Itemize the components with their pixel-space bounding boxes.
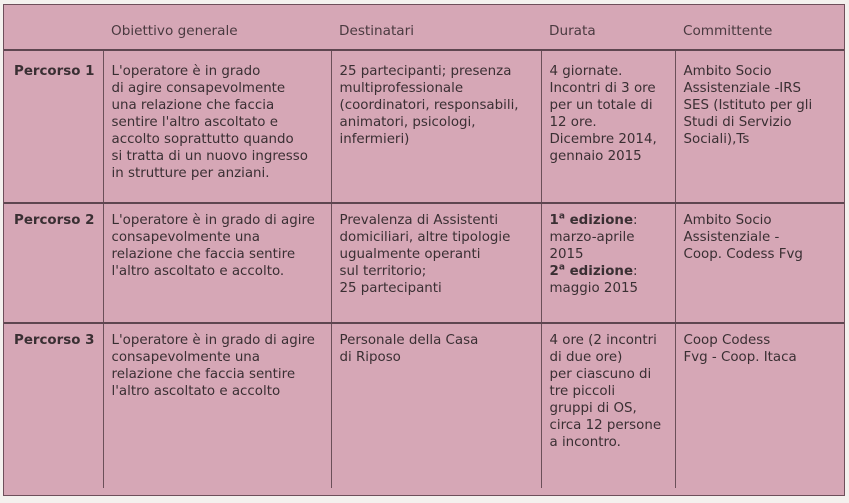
edition-digit: 1 xyxy=(549,213,559,228)
text-line: per un totale di xyxy=(549,98,653,113)
text-line: sul territorio; xyxy=(339,264,427,279)
text-line: a incontro. xyxy=(549,435,621,450)
cell-committente xyxy=(675,50,845,203)
ordinal-sup: a xyxy=(558,262,565,273)
edition-word: edizione xyxy=(564,213,634,228)
text-line: una relazione che faccia xyxy=(111,98,275,113)
row-label: Percorso 1 xyxy=(4,50,103,203)
header-obiettivo: Obiettivo generale xyxy=(111,23,238,39)
text-line: gennaio 2015 xyxy=(549,149,642,164)
text-line: domiciliari, altre tipologie xyxy=(339,230,511,245)
text-line: Fvg - Coop. Itaca xyxy=(683,350,797,365)
ordinal-sup: a xyxy=(558,211,565,222)
text-line: 4 giornate. xyxy=(549,64,623,79)
table-page xyxy=(3,4,845,496)
header-row xyxy=(4,5,845,50)
text-line: per ciascuno di xyxy=(549,367,652,382)
text-line: marzo-aprile xyxy=(549,230,635,245)
text-line: sentire l'altro ascoltato e xyxy=(111,115,278,130)
text-line: relazione che faccia sentire xyxy=(111,247,296,262)
text-line: tre piccoli xyxy=(549,384,616,399)
text-line: Assistenziale -IRS xyxy=(683,81,802,96)
text-line: SES (Istituto per gli xyxy=(683,98,813,113)
text-line: circa 12 persone xyxy=(549,418,662,433)
text-line: Dicembre 2014, xyxy=(549,132,657,147)
edition-word: edizione xyxy=(564,264,634,279)
text-line: di agire consapevolmente xyxy=(111,81,286,96)
row-label: Percorso 3 xyxy=(4,323,103,488)
text-line: di due ore) xyxy=(549,350,623,365)
edition-digit: 2 xyxy=(549,264,559,279)
text-line: multiprofessionale xyxy=(339,81,464,96)
cell-destinatari xyxy=(331,50,541,203)
header-committente: Committente xyxy=(683,23,773,39)
cell-durata xyxy=(541,323,675,488)
header-durata: Durata xyxy=(549,23,596,39)
cell-durata xyxy=(541,50,675,203)
text-line: l'altro ascoltato e accolto. xyxy=(111,264,285,279)
cell-obiettivo xyxy=(103,203,331,323)
cell-committente xyxy=(675,323,845,488)
text-line: infermieri) xyxy=(339,132,410,147)
text-line: accolto soprattutto quando xyxy=(111,132,294,147)
row-label: Percorso 2 xyxy=(4,203,103,323)
text-line: 25 partecipanti xyxy=(339,281,442,296)
text-line: Assistenziale - xyxy=(683,230,780,245)
text-line: Ambito Socio xyxy=(683,64,772,79)
text-line: 25 partecipanti; presenza xyxy=(339,64,512,79)
text-line: consapevolmente una xyxy=(111,350,260,365)
cell-obiettivo xyxy=(103,50,331,203)
cell-destinatari xyxy=(331,323,541,488)
text-line: Sociali),Ts xyxy=(683,132,750,147)
text-line: L'operatore è in grado di agire xyxy=(111,213,315,228)
text-line: 2015 xyxy=(549,247,584,262)
edition-1-heading xyxy=(550,212,669,229)
table-row xyxy=(4,323,845,488)
table-row xyxy=(4,203,845,323)
cell-destinatari xyxy=(331,203,541,323)
text-line: L'operatore è in grado di agire xyxy=(111,333,315,348)
header-destinatari: Destinatari xyxy=(339,23,414,39)
text-line: si tratta di un nuovo ingresso xyxy=(111,149,308,164)
text-line: 4 ore (2 incontri xyxy=(549,333,657,348)
text-line: Prevalenza di Assistenti xyxy=(339,213,499,228)
text-line: 12 ore. xyxy=(549,115,597,130)
text-line: ugualmente operanti xyxy=(339,247,481,262)
text-line: Coop. Codess Fvg xyxy=(683,247,803,262)
text-line: (coordinatori, responsabili, xyxy=(339,98,519,113)
course-table xyxy=(4,5,845,488)
text-line: in strutture per anziani. xyxy=(111,166,270,181)
edition-2-heading xyxy=(550,263,669,280)
header-blank xyxy=(4,5,103,50)
text-line: L'operatore è in grado xyxy=(111,64,261,79)
text-line: Studi di Servizio xyxy=(683,115,792,130)
text-line: animatori, psicologi, xyxy=(339,115,476,130)
text-line: di Riposo xyxy=(339,350,401,365)
text-line: Coop Codess xyxy=(683,333,771,348)
text-line: relazione che faccia sentire xyxy=(111,367,296,382)
text-line: Personale della Casa xyxy=(339,333,479,348)
text-line: gruppi di OS, xyxy=(549,401,637,416)
text-line: consapevolmente una xyxy=(111,230,260,245)
edition-number xyxy=(550,213,634,228)
cell-obiettivo xyxy=(103,323,331,488)
table-row xyxy=(4,50,845,203)
text-line: maggio 2015 xyxy=(549,281,638,296)
cell-durata xyxy=(541,203,675,323)
cell-committente xyxy=(675,203,845,323)
edition-colon: : xyxy=(633,213,638,228)
edition-number xyxy=(550,264,634,279)
text-line: Ambito Socio xyxy=(683,213,772,228)
edition-colon: : xyxy=(633,264,638,279)
text-line: l'altro ascoltato e accolto xyxy=(111,384,281,399)
text-line: Incontri di 3 ore xyxy=(549,81,656,96)
